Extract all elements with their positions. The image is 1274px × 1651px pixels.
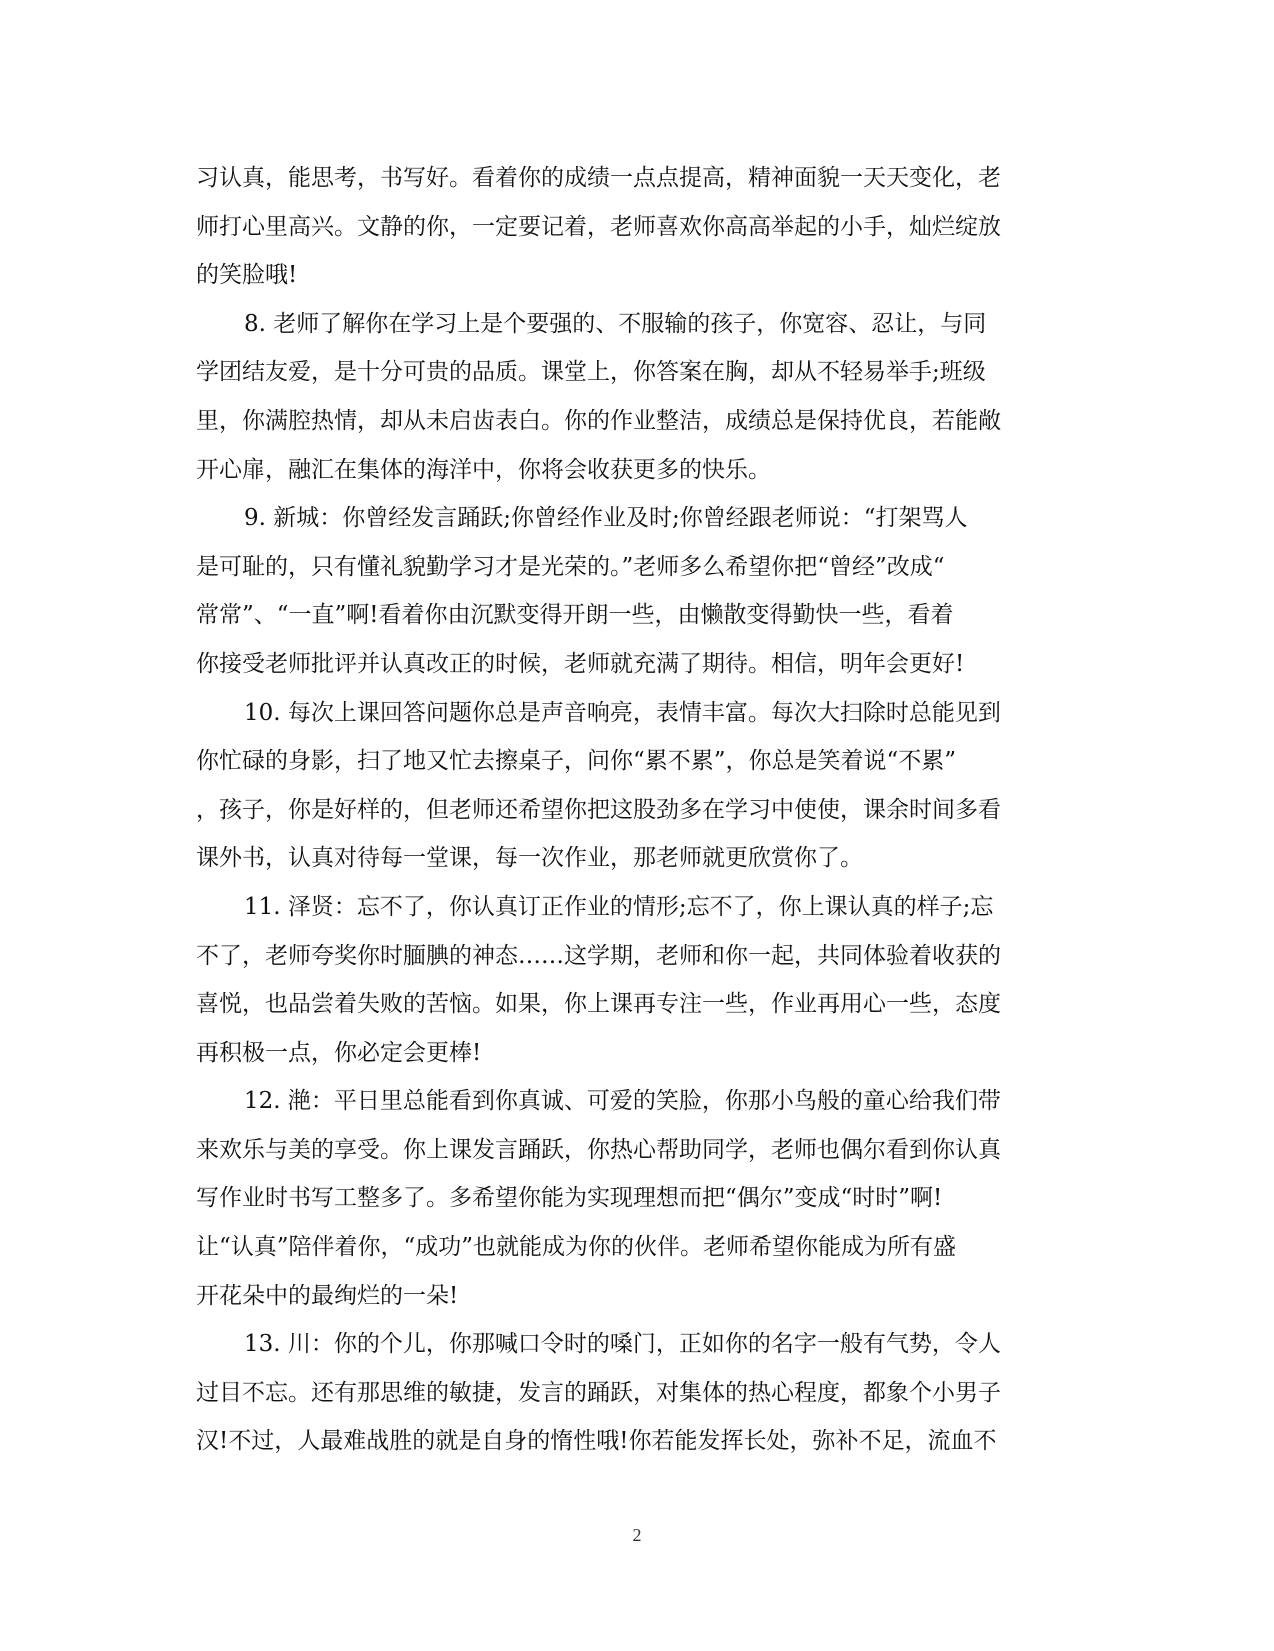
text-line: 13. 川：你的个儿，你那喊口令时的嗓门，正如你的名字一般有气势，令人 <box>244 1331 1001 1358</box>
text-line: 8. 老师了解你在学习上是个要强的、不服输的孩子，你宽容、忍让，与同 <box>244 310 987 337</box>
text-line: 再积极一点，你必定会更棒! <box>196 1039 482 1066</box>
text-line: 汉!不过，人最难战胜的就是自身的惰性哦!你若能发挥长处，弥补不足，流血不 <box>196 1428 997 1455</box>
text-line: 常常”、“一直”啊!看着你由沉默变得开朗一些，由懒散变得勤快一些，看着 <box>196 602 954 629</box>
page-number: 2 <box>632 1525 642 1545</box>
text-line: 来欢乐与美的享受。你上课发言踊跃，你热心帮助同学，老师也偶尔看到你认真 <box>196 1136 1001 1163</box>
text-line: 你接受老师批评并认真改正的时候，老师就充满了期待。相信，明年会更好! <box>196 650 965 677</box>
text-line: 写作业时书写工整多了。多希望你能为实现理想而把“偶尔”变成“时时”啊! <box>196 1185 943 1212</box>
text-line: 过目不忘。还有那思维的敏捷，发言的踊跃，对集体的热心程度，都象个小男子 <box>196 1379 1001 1406</box>
body-text <box>196 154 1069 1466</box>
text-line: 师打心里高兴。文静的你，一定要记着，老师喜欢你高高举起的小手，灿烂绽放 <box>196 213 1001 240</box>
text-line: 不了，老师夸奖你时腼腆的神态……这学期，老师和你一起，共同体验着收获的 <box>196 942 1001 969</box>
text-line: 12. 滟：平日里总能看到你真诚、可爱的笑脸，你那小鸟般的童心给我们带 <box>244 1088 1001 1115</box>
text-line: 11. 泽贤：忘不了，你认真订正作业的情形;忘不了，你上课认真的样子;忘 <box>244 893 994 920</box>
text-line: 你忙碌的身影，扫了地又忙去擦桌子，问你“累不累”，你总是笑着说“不累” <box>196 748 957 775</box>
text-line: 9. 新城：你曾经发言踊跃;你曾经作业及时;你曾经跟老师说：“打架骂人 <box>244 505 968 532</box>
text-line: 10. 每次上课回答问题你总是声音响亮，表情丰富。每次大扫除时总能见到 <box>244 699 1001 726</box>
text-line: 里，你满腔热情，却从未启齿表白。你的作业整洁，成绩总是保持优良，若能敞 <box>196 407 1001 434</box>
text-line: 课外书，认真对待每一堂课，每一次作业，那老师就更欣赏你了。 <box>196 845 863 872</box>
text-line: 是可耻的，只有懂礼貌勤学习才是光荣的。”老师多么希望你把“曾经”改成“ <box>196 553 945 580</box>
text-line: 学团结友爱，是十分可贵的品质。课堂上，你答案在胸，却从不轻易举手;班级 <box>196 359 986 386</box>
text-line: 开心扉，融汇在集体的海洋中，你将会收获更多的快乐。 <box>196 456 771 483</box>
text-line: 习认真，能思考，书写好。看着你的成绩一点点提高，精神面貌一天天变化，老 <box>196 165 1001 191</box>
text-line: ，孩子，你是好样的，但老师还希望你把这股劲多在学习中使使，课余时间多看 <box>196 796 1001 823</box>
text-line: 让“认真”陪伴着你，“成功”也就能成为你的伙伴。老师希望你能成为所有盛 <box>196 1234 957 1261</box>
text-line: 喜悦，也品尝着失败的苦恼。如果，你上课再专注一些，作业再用心一些，态度 <box>196 991 1001 1018</box>
text-line: 开花朵中的最绚烂的一朵! <box>196 1282 459 1309</box>
text-line: 的笑脸哦! <box>196 262 298 289</box>
